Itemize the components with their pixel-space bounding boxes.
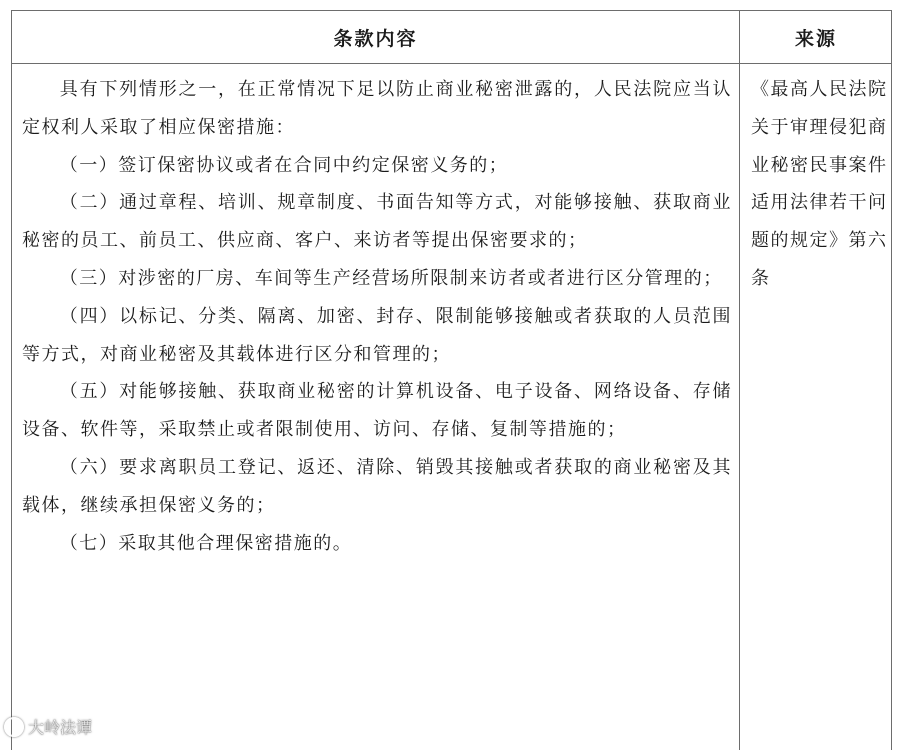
source-cell: 《最高人民法院关于审理侵犯商业秘密民事案件适用法律若干问题的规定》第六条 <box>751 79 888 289</box>
clause-content-cell <box>22 71 732 562</box>
header-source: 来源 <box>794 27 837 50</box>
watermark <box>4 715 92 738</box>
column-divider <box>739 11 740 750</box>
clause-paragraph: （五）对能够接触、获取商业秘密的计算机设备、电子设备、网络设备、存储设备、软件等，采取禁止或者限制使用、访问、存储、复制等措施的； <box>22 381 732 441</box>
header-divider <box>12 63 891 64</box>
logo-icon <box>4 717 24 737</box>
clause-paragraph: （四）以标记、分类、隔离、加密、封存、限制能够接触或者获取的人员范围等方式，对商业秘密及其载体进行区分和管理的； <box>22 305 732 365</box>
watermark-text: 大岭法谭 <box>28 718 93 737</box>
header-clause-content: 条款内容 <box>333 27 418 50</box>
clause-table <box>11 10 892 750</box>
clause-paragraph: （七）采取其他合理保密措施的。 <box>59 532 353 554</box>
clause-paragraph: 具有下列情形之一，在正常情况下足以防止商业秘密泄露的，人民法院应当认定权利人采取了相应保密措施： <box>22 79 732 138</box>
clause-paragraph: （三）对涉密的厂房、车间等生产经营场所限制来访者或者进行区分管理的； <box>59 267 723 289</box>
clause-paragraph: （二）通过章程、培训、规章制度、书面告知等方式，对能够接触、获取商业秘密的员工、前员工、供应商、客户、来访者等提出保密要求的； <box>22 192 732 252</box>
clause-paragraph: （一）签订保密协议或者在合同中约定保密义务的； <box>59 154 509 176</box>
clause-paragraph: （六）要求离职员工登记、返还、清除、销毁其接触或者获取的商业秘密及其载体，继续承担保密义务的； <box>22 456 732 516</box>
